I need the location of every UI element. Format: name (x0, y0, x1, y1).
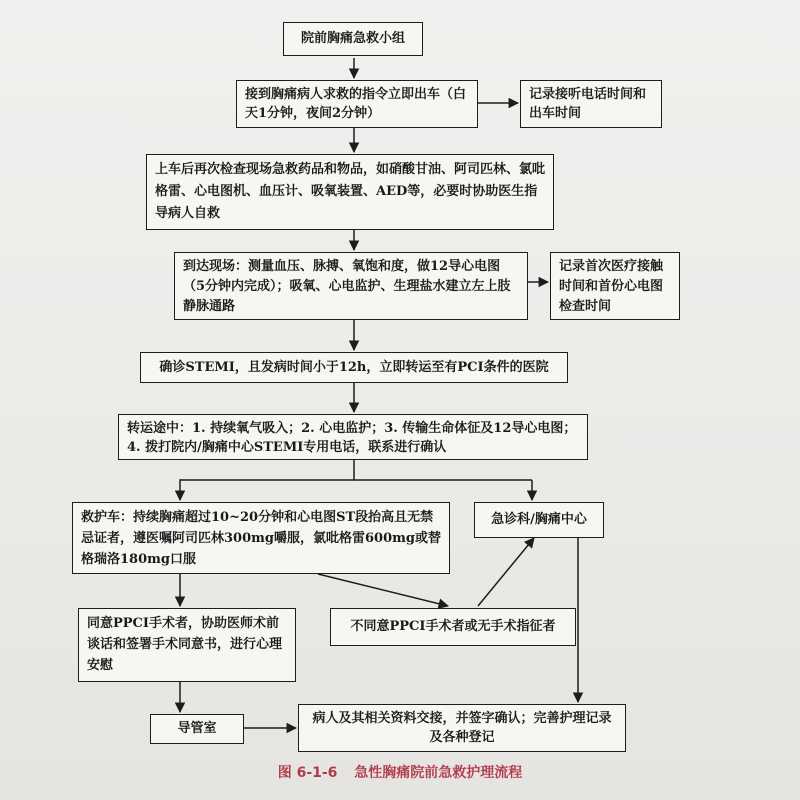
node-handover: 病人及其相关资料交接，并签字确认；完善护理记录及各种登记 (298, 704, 626, 752)
node-disagree-ppci: 不同意PPCI手术者或无手术指征者 (330, 608, 576, 646)
arrow-ambulance-to-disagree (318, 574, 448, 606)
arrow-disagree-to-emergency (478, 538, 534, 606)
node-record-first-contact: 记录首次医疗接触时间和首份心电图检查时间 (550, 252, 680, 320)
figure-caption (0, 762, 800, 782)
node-team: 院前胸痛急救小组 (283, 22, 423, 56)
figure-title: 急性胸痛院前急救护理流程 (354, 765, 523, 781)
node-cath-lab: 导管室 (150, 714, 244, 744)
figure-number: 图 6-1-6 (277, 765, 338, 781)
node-on-scene: 到达现场：测量血压、脉搏、氧饱和度，做12导心电图（5分钟内完成）；吸氧、心电监护、生理盐水建立左上肢静脉通路 (174, 252, 528, 320)
node-ambulance: 救护车：持续胸痛超过10~20分钟和心电图ST段抬高且无禁忌证者，遵医嘱阿司匹林300mg嚼服，氯吡格雷600mg或替格瑞洛180mg口服 (72, 502, 450, 574)
node-transport: 转运途中：1. 持续氧气吸入；2. 心电监护；3. 传输生命体征及12导心电图；4. 拨打院内/胸痛中心STEMI专用电话，联系进行确认 (118, 414, 588, 460)
node-agree-ppci: 同意PPCI手术者，协助医师术前谈话和签署手术同意书，进行心理安慰 (78, 608, 296, 682)
node-record-call: 记录接听电话时间和出车时间 (520, 80, 662, 128)
node-dispatch: 接到胸痛病人求救的指令立即出车（白天1分钟，夜间2分钟） (236, 80, 478, 128)
node-check-supplies: 上车后再次检查现场急救药品和物品，如硝酸甘油、阿司匹林、氯吡格雷、心电图机、血压计、吸氧装置、AED等，必要时协助医生指导病人自救 (146, 154, 554, 230)
arrow-transport-split (180, 460, 354, 500)
node-emergency-dept: 急诊科/胸痛中心 (474, 502, 604, 538)
node-diagnosis: 确诊STEMI，且发病时间小于12h，立即转运至有PCI条件的医院 (140, 352, 568, 383)
